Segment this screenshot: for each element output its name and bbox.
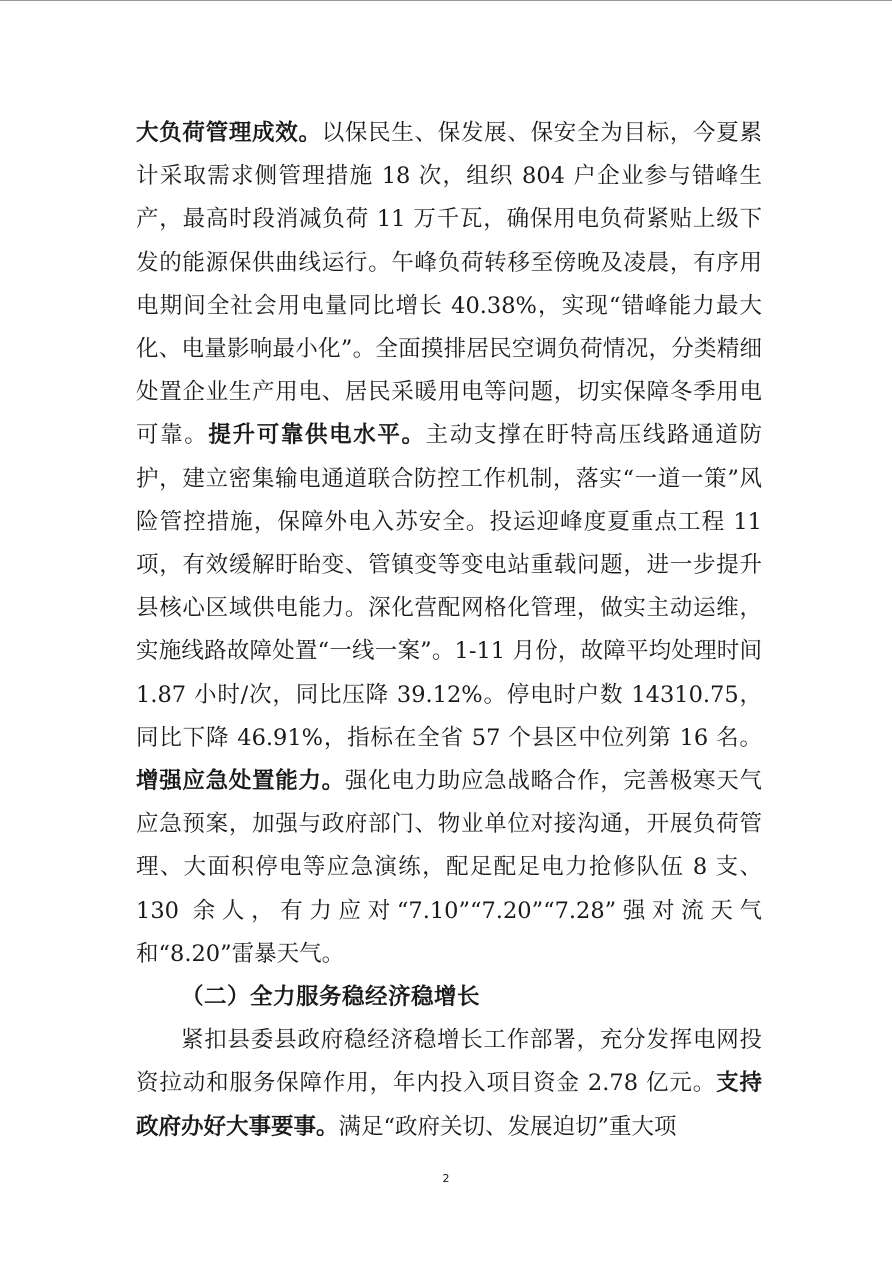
paragraph-economy-support (136, 1019, 762, 1149)
section-heading: （二）全力服务稳经济稳增长 (181, 984, 481, 1011)
body-text: 主动支撑在盱特高压线路通道防护，建立密集输电通道联合防控工作机制，落实“一道一策”风险管控措施，保障外电入苏安全。投运迎峰度夏重点工程 11 项，有效缓解盱眙变、管镇变等变电站重载问题，进一步提升县核心区域供电能力。深化营配网格化管理，做实主动运维，实施线路故障处置“一线一案”。1-11 月份，故障平均处理时间 1.87 小时/次，同比压降 39.12%。停电时户数 14310.75，同比下降 46.91%，指标在全省 57 个县区中位列第 16 名。 (136, 422, 762, 751)
bold-phrase: 大负荷管理成效。 (136, 120, 322, 146)
document-body (136, 112, 762, 1149)
bold-phrase: 支持政府办好大事要事。 (136, 1070, 762, 1140)
paragraph-load-management (136, 112, 762, 976)
body-text: 紧扣县委县政府稳经济稳增长工作部署，充分发挥电网投资拉动和服务保障作用，年内投入项目资金 2.78 亿元。 (136, 1027, 762, 1097)
page-number: 2 (442, 1172, 450, 1185)
bold-phrase: 提升可靠供电水平。 (208, 422, 426, 449)
body-text: 满足“政府关切、发展迫切”重大项 (338, 1113, 677, 1140)
page-top-border (0, 0, 892, 1)
bold-phrase: 增强应急处置能力。 (136, 768, 345, 795)
body-text: 以保民生、保发展、保安全为目标，今夏累计采取需求侧管理措施 18 次，组织 804 户企业参与错峰生产，最高时段消减负荷 11 万千瓦，确保用电负荷紧贴上级下发的能源保供曲线运行。午峰负荷转移至傍晚及凌晨，有序用电期间全社会用电量同比增长 40.38%，实现“错峰能力最大化、电量影响最小化”。全面摸排居民空调负荷情况，分类精细处置企业生产用电、居民采暖用电等问题，切实保障冬季用电可靠。 (136, 120, 762, 449)
body-text: 强化电力助应急战略合作，完善极寒天气应急预案，加强与政府部门、物业单位对接沟通，开展负荷管理、大面积停电等应急演练，配足配足电力抢修队伍 8 支、130 余人，有力应对“7.10”“7.20”“7.28”强对流天气和“8.20”雷暴天气。 (136, 768, 762, 967)
